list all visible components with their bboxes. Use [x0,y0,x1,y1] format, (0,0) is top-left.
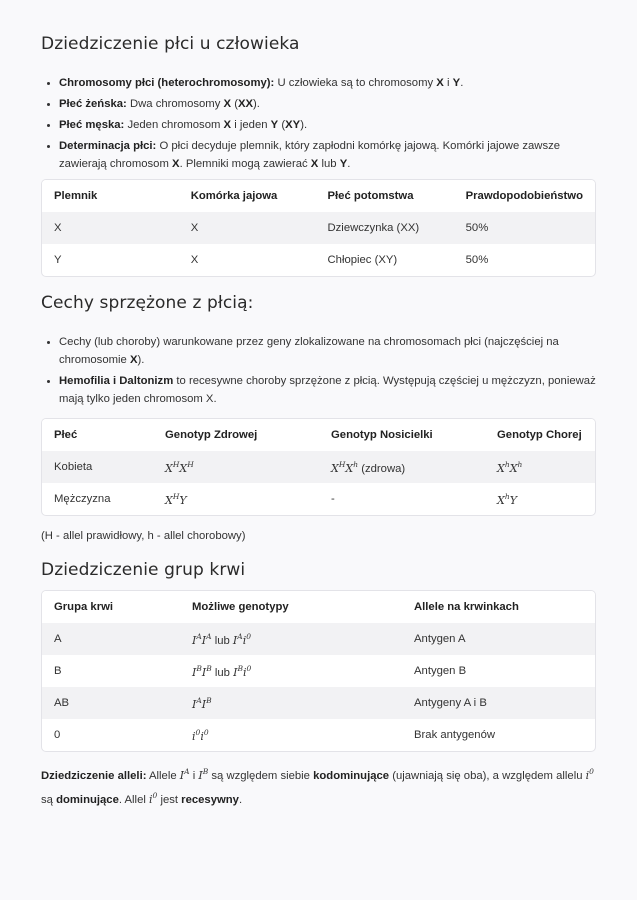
table-row [42,655,595,687]
genotype-cell: $X^HY$ [165,491,187,507]
table-header-row [42,180,595,212]
genotype-cell: $I^AI^B$ [180,687,402,719]
sex-linked-list [41,333,596,408]
column-header: Genotyp Chorej [485,419,595,451]
sex-determination-table [41,179,596,277]
list-item: • Płeć męska: Jeden chromosom X i jeden Y (XY). [59,116,596,134]
allele-inheritance-paragraph: Dziedziczenie alleli: Allele $I^A$ i $I^B$ są względem siebie kodominujące (ujawniają się oba), a względem allelu $i^0$ są dominujące. Allel $i^0$ jest recesywny. [41,767,594,806]
table-cell: 50% [465,254,489,266]
table-row [42,687,595,719]
table-cell: Antygen A [402,623,595,655]
list-item: • Hemofilia i Daltonizm to recesywne choroby sprzężone z płcią. Występują częściej u mężczyzn, ponieważ mają tylko jeden chromosom X. [59,372,596,408]
list-item: • Determinacja płci: O płci decyduje plemnik, który zapłodni komórkę jajową. Komórki jajowe zawsze zawierają chromosom X. Plemniki mogą zawierać X lub Y. [59,137,596,173]
table-cell: Kobieta [42,451,153,483]
table-row [42,212,595,244]
table-cell: AB [42,687,180,719]
table-row [42,451,595,483]
column-header: Genotyp Zdrowej [153,419,319,451]
table-cell: A [42,623,180,655]
table-cell: Y [54,254,62,266]
column-header: Płeć [42,419,153,451]
table-cell: Mężczyzna [54,493,111,505]
list-item: • Chromosomy płci (heterochromosomy): U człowieka są to chromosomy X i Y. [59,74,596,92]
table-cell: 50% [454,212,595,244]
column-header: Prawdopodobieństwo [454,180,595,212]
table-cell: B [54,665,62,677]
column-header: Allele na krwinkach [402,591,595,623]
section-title-sex-linked: Cechy sprzężone z płcią: [41,293,254,313]
list-item: • Cechy (lub choroby) warunkowane przez geny zlokalizowane na chromosomach płci (najczęściej na chromosomie X). [59,333,596,369]
allele-legend-note: (H - allel prawidłowy, h - allel chorobowy) [41,530,246,542]
table-cell: X [179,212,316,244]
table-cell: X [42,212,179,244]
column-header: Plemnik [42,180,179,212]
table-cell: - [331,493,335,505]
genotype-cell: $i^0i^0$ [192,727,209,743]
table-cell: 0 [54,729,61,741]
table-cell: Antygeny A i B [402,687,595,719]
column-header: Możliwe genotypy [180,591,402,623]
table-cell: Antygen B [414,665,467,677]
blood-group-table [41,590,596,752]
genotype-cell: $I^BI^B$ lub $I^Bi^0$ [192,663,252,679]
table-cell: Brak antygenów [414,729,496,741]
table-row [42,244,595,276]
table-row [42,483,595,515]
table-cell: X [190,254,199,266]
table-row [42,623,595,655]
genotype-cell: $X^HX^h$ (zdrowa) [319,451,485,483]
sex-inheritance-list [41,74,596,173]
genotype-cell: $X^HX^H$ [153,451,319,483]
column-header: Grupa krwi [42,591,180,623]
section-title-blood-groups: Dziedziczenie grup krwi [41,560,246,580]
genotype-cell: $I^AI^A$ lub $I^Ai^0$ [180,623,402,655]
genotype-cell: $X^hY$ [497,491,517,507]
table-row [42,719,595,751]
column-header: Komórka jajowa [179,180,316,212]
section-title-sex-inheritance: Dziedziczenie płci u człowieka [41,34,300,54]
table-cell: Dziewczynka (XX) [316,212,454,244]
genotype-cell: $X^hX^h$ [485,451,595,483]
sex-linked-table [41,418,596,516]
table-header-row [42,591,595,623]
column-header: Płeć potomstwa [316,180,454,212]
column-header: Genotyp Nosicielki [319,419,485,451]
table-header-row [42,419,595,451]
list-item: • Płeć żeńska: Dwa chromosomy X (XX). [59,95,596,113]
table-cell: Chłopiec (XY) [327,254,398,266]
